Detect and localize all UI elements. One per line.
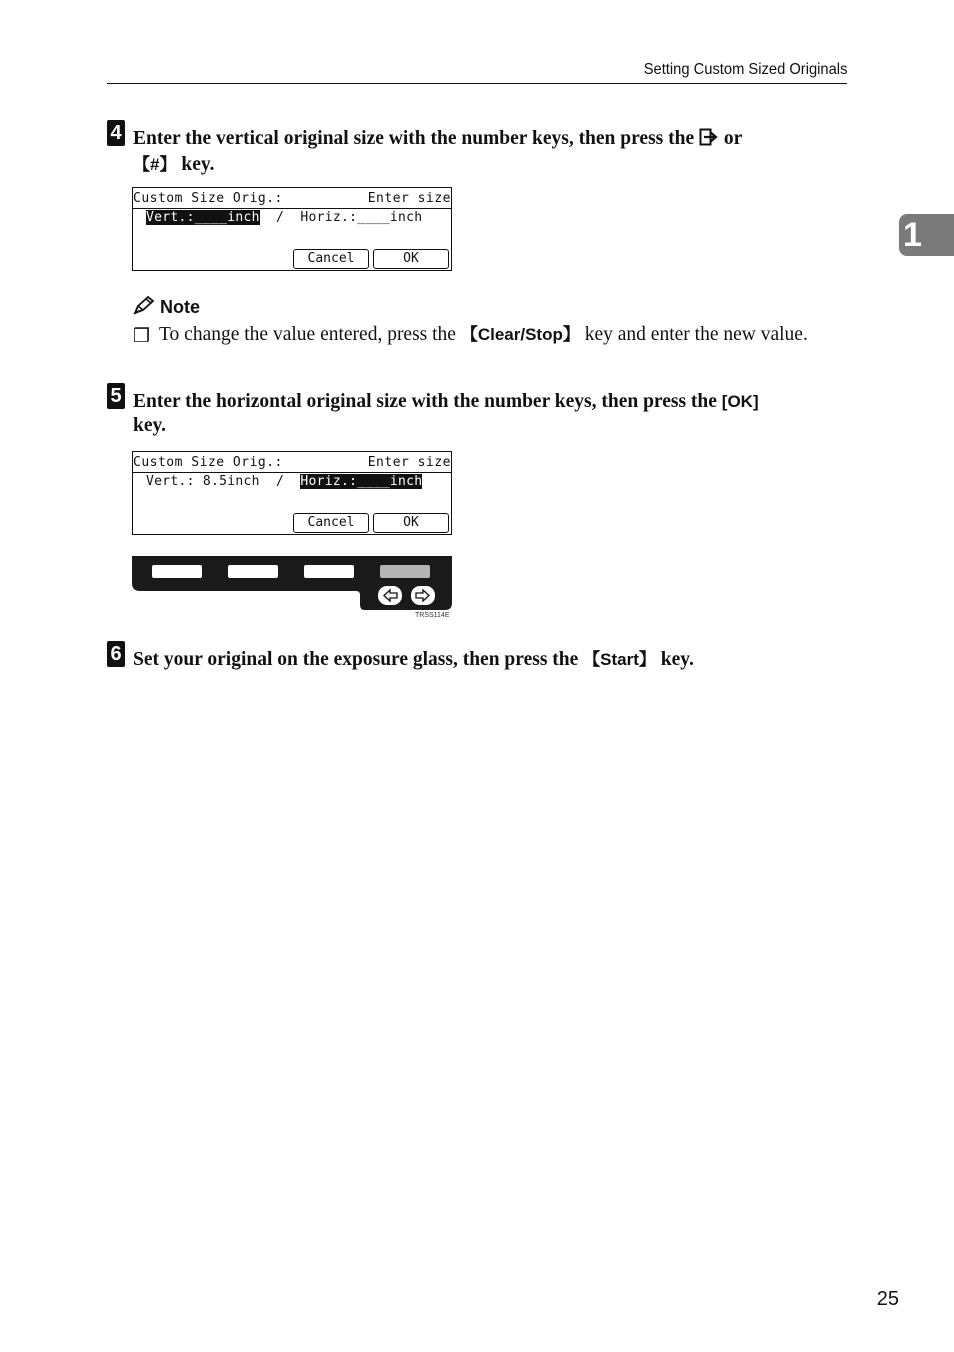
selection-key-3[interactable]: [304, 565, 354, 578]
step-6-text-b: key.: [660, 649, 694, 670]
lcd-1-separator: /: [259, 210, 301, 225]
lcd-1-horiz-field: Horiz.:____inch: [300, 210, 423, 225]
lcd-screen-2: [132, 451, 452, 535]
enter-key-icon: [699, 128, 719, 153]
figure-code: TRSS114E: [415, 612, 450, 619]
step-5-number: 5: [107, 383, 125, 409]
lcd-1-vert-field: Vert.:____inch: [146, 210, 260, 225]
step-4-text-c: key.: [181, 154, 215, 175]
lcd-1-title: Custom Size Orig.:: [133, 191, 283, 206]
pencil-icon: [133, 296, 155, 316]
header-rule: [107, 83, 847, 84]
step-5-text-a: Enter the horizontal original size with the number keys, then press the: [133, 391, 717, 412]
step-4-text-a: Enter the vertical original size with the number keys, then press the: [133, 128, 695, 149]
note-text-b: key and enter the new value.: [584, 324, 808, 345]
clear-stop-key: 【Clear/Stop】: [460, 325, 580, 344]
note-text-a: To change the value entered, press the: [159, 324, 456, 345]
step-5-text: [133, 390, 847, 438]
page-number: 25: [876, 1288, 899, 1310]
selection-key-2[interactable]: [228, 565, 278, 578]
control-panel-illustration: [132, 556, 452, 610]
lcd-2-horiz-field: Horiz.:____inch: [300, 474, 423, 489]
running-header: Setting Custom Sized Originals: [643, 61, 847, 78]
left-arrow-key-icon[interactable]: [378, 586, 402, 605]
lcd-screen-1: [132, 187, 452, 271]
step-6-number: 6: [107, 641, 125, 667]
lcd-1-prompt: Enter size: [367, 191, 451, 206]
lcd-2-separator: /: [259, 474, 301, 489]
lcd-2-prompt: Enter size: [367, 455, 451, 470]
chapter-tab: 1: [899, 214, 954, 256]
step-6-text: [133, 648, 847, 672]
note-text: [159, 323, 847, 347]
lcd-2-ok-button[interactable]: OK: [373, 513, 449, 533]
selection-key-4[interactable]: [380, 565, 430, 578]
lcd-1-header-row: [133, 190, 451, 209]
note-bullet: ❒: [133, 326, 151, 347]
lcd-1-cancel-button[interactable]: Cancel: [293, 249, 369, 269]
lcd-2-cancel-button[interactable]: Cancel: [293, 513, 369, 533]
panel-body: [132, 556, 452, 610]
step-5-text-b: key.: [133, 415, 167, 436]
selection-key-1[interactable]: [152, 565, 202, 578]
step-6-text-a: Set your original on the exposure glass, then press the: [133, 649, 579, 670]
step-4-text-b: or: [723, 128, 743, 149]
step-4-text: [133, 127, 847, 177]
step-4-number: 4: [107, 120, 125, 146]
lcd-1-value-row: [146, 210, 422, 225]
lcd-2-title: Custom Size Orig.:: [133, 455, 283, 470]
right-arrow-key-icon[interactable]: [411, 586, 435, 605]
lcd-2-vert-field: Vert.: 8.5inch: [146, 474, 260, 489]
start-key: 【Start】: [583, 650, 656, 669]
ok-key: [OK]: [721, 392, 759, 411]
lcd-2-value-row: [146, 474, 422, 489]
note-label: Note: [160, 297, 201, 317]
lcd-2-header-row: [133, 454, 451, 473]
lcd-1-ok-button[interactable]: OK: [373, 249, 449, 269]
note-heading: [133, 296, 200, 318]
hash-key: 【#】: [133, 155, 177, 174]
